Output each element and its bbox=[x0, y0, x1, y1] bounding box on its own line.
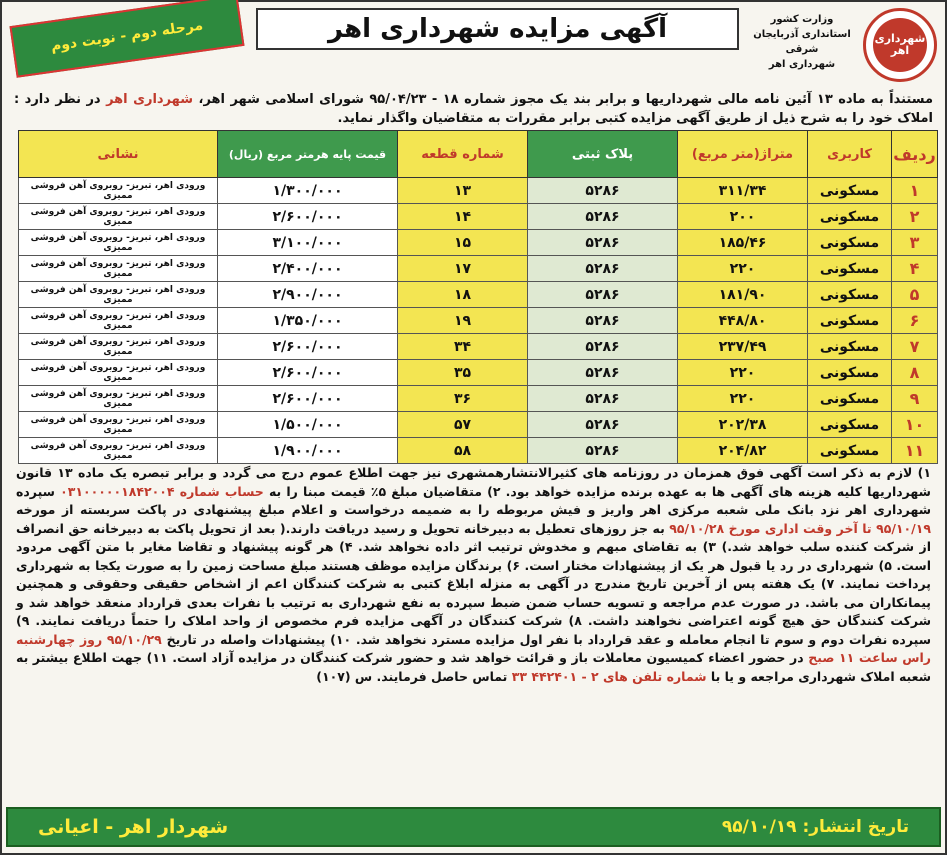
cell-row: ۱۱ bbox=[892, 438, 938, 464]
cell-row: ۱ bbox=[892, 178, 938, 204]
notice-title: آگهی مزایده شهرداری اهر bbox=[256, 8, 739, 50]
condition-part-5: تماس حاصل فرمایند. س (۱۰۷) bbox=[316, 668, 508, 684]
cell-lot: ۱۸ bbox=[398, 282, 528, 308]
ministry-line-1: وزارت کشور bbox=[770, 14, 834, 25]
cell-plate: ۵۲۸۶ bbox=[528, 438, 678, 464]
cell-price: ۱/۵۰۰/۰۰۰ bbox=[218, 412, 398, 438]
cell-row: ۸ bbox=[892, 360, 938, 386]
cell-row: ۶ bbox=[892, 308, 938, 334]
table-row bbox=[19, 360, 938, 386]
cell-price: ۳/۱۰۰/۰۰۰ bbox=[218, 230, 398, 256]
municipality-logo bbox=[863, 8, 937, 82]
intro-highlight: شهرداری اهر bbox=[106, 92, 194, 107]
table-row bbox=[19, 438, 938, 464]
header-price: قیمت پایه هرمتر مربع (ریال) bbox=[218, 131, 398, 178]
table-row bbox=[19, 308, 938, 334]
properties-table bbox=[18, 130, 938, 464]
cell-price: ۲/۶۰۰/۰۰۰ bbox=[218, 204, 398, 230]
cell-use: مسکونی bbox=[808, 334, 892, 360]
cell-area: ۱۸۱/۹۰ bbox=[678, 282, 808, 308]
ministry-block bbox=[747, 12, 857, 72]
cell-area: ۲۳۷/۴۹ bbox=[678, 334, 808, 360]
cell-lot: ۱۷ bbox=[398, 256, 528, 282]
cell-row: ۳ bbox=[892, 230, 938, 256]
table-row bbox=[19, 256, 938, 282]
cell-plate: ۵۲۸۶ bbox=[528, 178, 678, 204]
cell-address: ورودی اهر، تبریز- روبروی آهن فروشی ممیزی bbox=[19, 282, 218, 308]
cell-lot: ۵۷ bbox=[398, 412, 528, 438]
cell-lot: ۳۴ bbox=[398, 334, 528, 360]
cell-plate: ۵۲۸۶ bbox=[528, 282, 678, 308]
header-use: کاربری bbox=[808, 131, 892, 178]
stage-badge: مرحله دوم - نوبت دوم bbox=[10, 0, 245, 78]
cell-use: مسکونی bbox=[808, 256, 892, 282]
cell-price: ۱/۹۰۰/۰۰۰ bbox=[218, 438, 398, 464]
cell-plate: ۵۲۸۶ bbox=[528, 386, 678, 412]
cell-plate: ۵۲۸۶ bbox=[528, 412, 678, 438]
cell-price: ۲/۹۰۰/۰۰۰ bbox=[218, 282, 398, 308]
opening-date: ۹۵/۱۰/۲۹ روز چهارشنبه راس ساعت ۱۱ صبح bbox=[16, 631, 931, 665]
header-lot: شماره قطعه bbox=[398, 131, 528, 178]
logo-text: شهرداری اهر bbox=[873, 18, 927, 72]
cell-use: مسکونی bbox=[808, 282, 892, 308]
header bbox=[4, 4, 943, 90]
phone-numbers: شماره تلفن های ۲ - ۴۴۲۴۰۱ ۳۳ bbox=[511, 668, 707, 684]
table-row bbox=[19, 334, 938, 360]
cell-area: ۴۴۸/۸۰ bbox=[678, 308, 808, 334]
cell-address: ورودی اهر، تبریز- روبروی آهن فروشی ممیزی bbox=[19, 360, 218, 386]
table-header-row bbox=[19, 131, 938, 178]
cell-address: ورودی اهر، تبریز- روبروی آهن فروشی ممیزی bbox=[19, 230, 218, 256]
cell-address: ورودی اهر، تبریز- روبروی آهن فروشی ممیزی bbox=[19, 386, 218, 412]
ministry-line-3: شهرداری اهر bbox=[768, 59, 836, 70]
cell-row: ۱۰ bbox=[892, 412, 938, 438]
cell-area: ۲۲۰ bbox=[678, 256, 808, 282]
cell-area: ۲۲۰ bbox=[678, 386, 808, 412]
cell-plate: ۵۲۸۶ bbox=[528, 360, 678, 386]
condition-part-4: در حضور اعضاء کمیسیون معاملات باز و قرائت خواهد شد و حضور شرکت کنندگان در مزایده آزاد است. ۱۱) جهت اطلاع بیشتر به شعبه املاک شهرداری مراجعه و یا با bbox=[16, 650, 931, 684]
intro-text-after: در نظر دارد : املاک خود را به شرح ذیل از طریق آگهی مزایده کتبی برابر مقررات به متقاضیان واگذار نماید. bbox=[14, 92, 933, 126]
intro-paragraph bbox=[14, 90, 933, 128]
cell-lot: ۳۵ bbox=[398, 360, 528, 386]
cell-lot: ۵۸ bbox=[398, 438, 528, 464]
cell-lot: ۱۴ bbox=[398, 204, 528, 230]
table-row bbox=[19, 386, 938, 412]
table-row bbox=[19, 204, 938, 230]
cell-row: ۹ bbox=[892, 386, 938, 412]
cell-area: ۱۸۵/۴۶ bbox=[678, 230, 808, 256]
table-row bbox=[19, 178, 938, 204]
cell-price: ۱/۳۵۰/۰۰۰ bbox=[218, 308, 398, 334]
conditions-text bbox=[16, 464, 931, 804]
cell-plate: ۵۲۸۶ bbox=[528, 230, 678, 256]
cell-lot: ۱۳ bbox=[398, 178, 528, 204]
cell-address: ورودی اهر، تبریز- روبروی آهن فروشی ممیزی bbox=[19, 204, 218, 230]
cell-area: ۲۰۴/۸۲ bbox=[678, 438, 808, 464]
cell-plate: ۵۲۸۶ bbox=[528, 204, 678, 230]
cell-address: ورودی اهر، تبریز- روبروی آهن فروشی ممیزی bbox=[19, 438, 218, 464]
cell-use: مسکونی bbox=[808, 204, 892, 230]
cell-plate: ۵۲۸۶ bbox=[528, 334, 678, 360]
submission-date-range: ۹۵/۱۰/۱۹ تا آخر وقت اداری مورخ ۹۵/۱۰/۲۸ bbox=[669, 520, 931, 536]
condition-part-2: سپرده شهرداری اهر نزد بانک ملی شعبه مرکزی اهر واریز و فیش مربوطه را به ضمیمه درخواست و اعلام مبلغ پیشنهادی در پاکت سربسته از مورخه bbox=[16, 483, 931, 517]
cell-address: ورودی اهر، تبریز- روبروی آهن فروشی ممیزی bbox=[19, 178, 218, 204]
cell-use: مسکونی bbox=[808, 438, 892, 464]
table-row bbox=[19, 412, 938, 438]
cell-price: ۲/۶۰۰/۰۰۰ bbox=[218, 334, 398, 360]
cell-row: ۷ bbox=[892, 334, 938, 360]
account-number: حساب شماره ۰۳۱۰۰۰۰۰۱۸۴۲۰۰۴ bbox=[60, 483, 264, 499]
cell-row: ۵ bbox=[892, 282, 938, 308]
cell-address: ورودی اهر، تبریز- روبروی آهن فروشی ممیزی bbox=[19, 308, 218, 334]
table-row bbox=[19, 282, 938, 308]
header-area: متراژ(متر مربع) bbox=[678, 131, 808, 178]
cell-use: مسکونی bbox=[808, 412, 892, 438]
cell-area: ۳۱۱/۳۴ bbox=[678, 178, 808, 204]
header-row-number: ردیف bbox=[892, 131, 938, 178]
ministry-line-2: استانداری آذربایجان شرقی bbox=[753, 29, 851, 55]
cell-address: ورودی اهر، تبریز- روبروی آهن فروشی ممیزی bbox=[19, 256, 218, 282]
cell-area: ۲۰۰ bbox=[678, 204, 808, 230]
cell-use: مسکونی bbox=[808, 386, 892, 412]
cell-lot: ۱۹ bbox=[398, 308, 528, 334]
cell-row: ۲ bbox=[892, 204, 938, 230]
cell-lot: ۳۶ bbox=[398, 386, 528, 412]
cell-price: ۲/۴۰۰/۰۰۰ bbox=[218, 256, 398, 282]
mayor-signature: شهردار اهر - اعیانی bbox=[38, 816, 229, 838]
header-address: نشانی bbox=[19, 131, 218, 178]
cell-price: ۱/۳۰۰/۰۰۰ bbox=[218, 178, 398, 204]
cell-use: مسکونی bbox=[808, 360, 892, 386]
condition-part-3: به جز روزهای تعطیل به دبیرخانه تحویل و رسید دریافت دارند.( بعد از تحویل پاکت به دبیرخانه حق انصراف از شرکت کننده سلب خواهد شد.) ۳) به تقاضای مبهم و مخدوش ترتیب اثر داده نخواهد شد. ۴) هر گونه پیشنهاد و تقاضا مغایر با متن آگهی مردود است. ۵) شهرداری در رد یا قبول هر یک از پیشنهادات مختار است. ۶) برندگان مزایده موظف هستند مبلغ مساحت زمین را به صورت یکجا به شهرداری پرداخت نمایند. ۷) یک هفته پس از آخرین تاریخ مندرج در آگهی به منزله ابلاغ کتبی به شرکت کنندگان اعم از اشخاص حقیقی وحقوقی و همچنین پیمانکاران می باشد. در صورت عدم مراجعه و تسویه حساب ضمن ضبط سپرده به نفع شهرداری به ترتیب با نفرات بعدی قرارداد منعقد خواهد شد و شرکت کنندگان حق هیچ گونه اعتراضی نخواهند داشت. ۸) شرکت کنندگان در آگهی مزایده فرم مخصوص از واحد املاک را حتماً دریافت نمایند. ۹) سپرده نفرات دوم و سوم تا انجام معامله و عقد قرارداد با نفر اول مزایده مسترد نخواهد شد. ۱۰) پیشنهادات واصله در تاریخ bbox=[16, 520, 932, 647]
cell-price: ۲/۶۰۰/۰۰۰ bbox=[218, 360, 398, 386]
cell-area: ۲۲۰ bbox=[678, 360, 808, 386]
cell-plate: ۵۲۸۶ bbox=[528, 256, 678, 282]
table-row bbox=[19, 230, 938, 256]
cell-address: ورودی اهر، تبریز- روبروی آهن فروشی ممیزی bbox=[19, 412, 218, 438]
footer-bar bbox=[6, 807, 941, 847]
cell-price: ۲/۶۰۰/۰۰۰ bbox=[218, 386, 398, 412]
cell-lot: ۱۵ bbox=[398, 230, 528, 256]
cell-use: مسکونی bbox=[808, 178, 892, 204]
intro-text-before: مستنداً به ماده ۱۳ آئین نامه مالی شهرداریها و برابر بند یک مجوز شماره ۱۸ - ۹۵/۰۴/۲۳ شورای اسلامی شهر اهر، bbox=[198, 92, 933, 107]
cell-plate: ۵۲۸۶ bbox=[528, 308, 678, 334]
cell-address: ورودی اهر، تبریز- روبروی آهن فروشی ممیزی bbox=[19, 334, 218, 360]
cell-use: مسکونی bbox=[808, 308, 892, 334]
cell-area: ۲۰۲/۳۸ bbox=[678, 412, 808, 438]
publish-date: تاریخ انتشار: ۹۵/۱۰/۱۹ bbox=[721, 817, 909, 837]
header-plate: پلاک ثبتی bbox=[528, 131, 678, 178]
cell-use: مسکونی bbox=[808, 230, 892, 256]
condition-part-1: ۱) لازم به ذکر است آگهی فوق همزمان در روزنامه های کثیرالانتشارهمشهری نیز جهت اطلاع عموم درج می گردد و برابر تبصره یک ماده ۱۳ قانون شهرداریها کلیه هزینه های آگهی ها به عهده برنده مزایده خواهد بود. ۲) متقاضیان مبلغ ۵٪ قیمت مبنا را به bbox=[16, 465, 931, 499]
cell-row: ۴ bbox=[892, 256, 938, 282]
